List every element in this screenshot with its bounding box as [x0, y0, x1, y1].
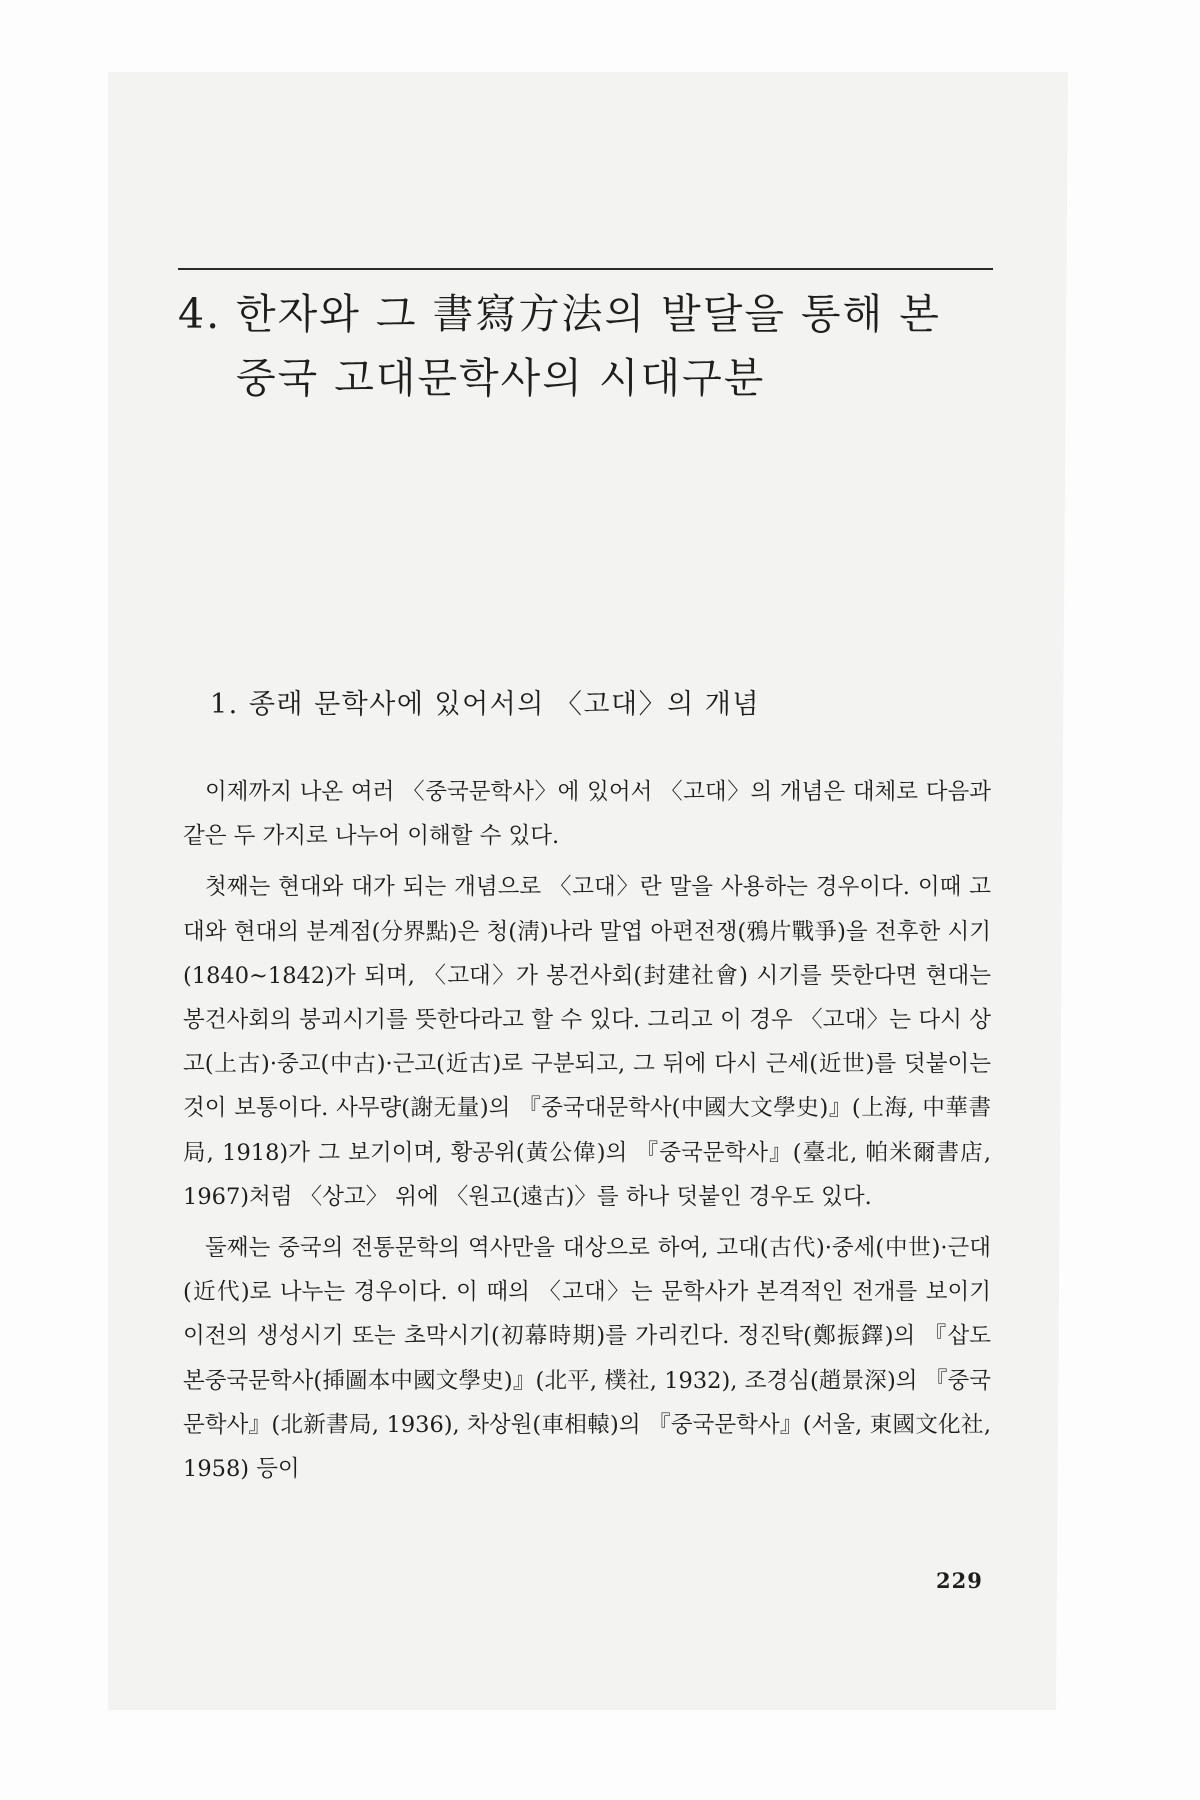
chapter-title — [178, 282, 998, 410]
section-heading: 1. 종래 문학사에 있어서의 〈고대〉의 개념 — [210, 689, 760, 720]
paragraph: 이제까지 나온 여러 〈중국문학사〉에 있어서 〈고대〉의 개념은 대체로 다음과 같은 두 가지로 나누어 이해할 수 있다. — [183, 779, 991, 850]
paragraph: 둘째는 중국의 전통문학의 역사만을 대상으로 하여, 고대(古代)·중세(中世)·근대(近代)로 나누는 경우이다. 이 때의 〈고대〉는 문학사가 본격적인 전개를 보이기 이전의 생성시기 또는 초막시기(初幕時期)를 가리킨다. 정진탁(鄭振鐸)의 『삽도본중국문학사(揷圖本中國文學史)』(北平, 樸社, 1932), 조경심(趙景深)의 『중국문학사』(北新書局, 1936), 차상원(車相轅)의 『중국문학사』(서울, 東國文化社, 1958) 등이 — [183, 1235, 991, 1483]
chapter-number: 4. — [178, 290, 222, 338]
chapter-title-line1: 한자와 그 書寫方法의 발달을 통해 본 — [236, 290, 941, 338]
chapter-title-line2: 중국 고대문학사의 시대구분 — [236, 354, 766, 402]
body-text — [183, 770, 991, 1498]
title-rule — [178, 268, 993, 270]
page-number: 229 — [936, 1568, 983, 1593]
paragraph: 첫째는 현대와 대가 되는 개념으로 〈고대〉란 말을 사용하는 경우이다. 이때 고대와 현대의 분계점(分界點)은 청(淸)나라 말엽 아편전쟁(鴉片戰爭)을 전후한 시기(1840~1842)가 되며, 〈고대〉가 봉건사회(封建社會) 시기를 뜻한다면 현대는 봉건사회의 붕괴시기를 뜻한다라고 할 수 있다. 그리고 이 경우 〈고대〉는 다시 상고(上古)·중고(中古)·근고(近古)로 구분되고, 그 뒤에 다시 근세(近世)를 덧붙이는 것이 보통이다. 사무량(謝无量)의 『중국대문학사(中國大文學史)』(上海, 中華書局, 1918)가 그 보기이며, 황공위(黃公偉)의 『중국문학사』(臺北, 帕米爾書店, 1967)처럼 〈상고〉 위에 〈원고(遠古)〉를 하나 덧붙인 경우도 있다. — [183, 874, 991, 1210]
